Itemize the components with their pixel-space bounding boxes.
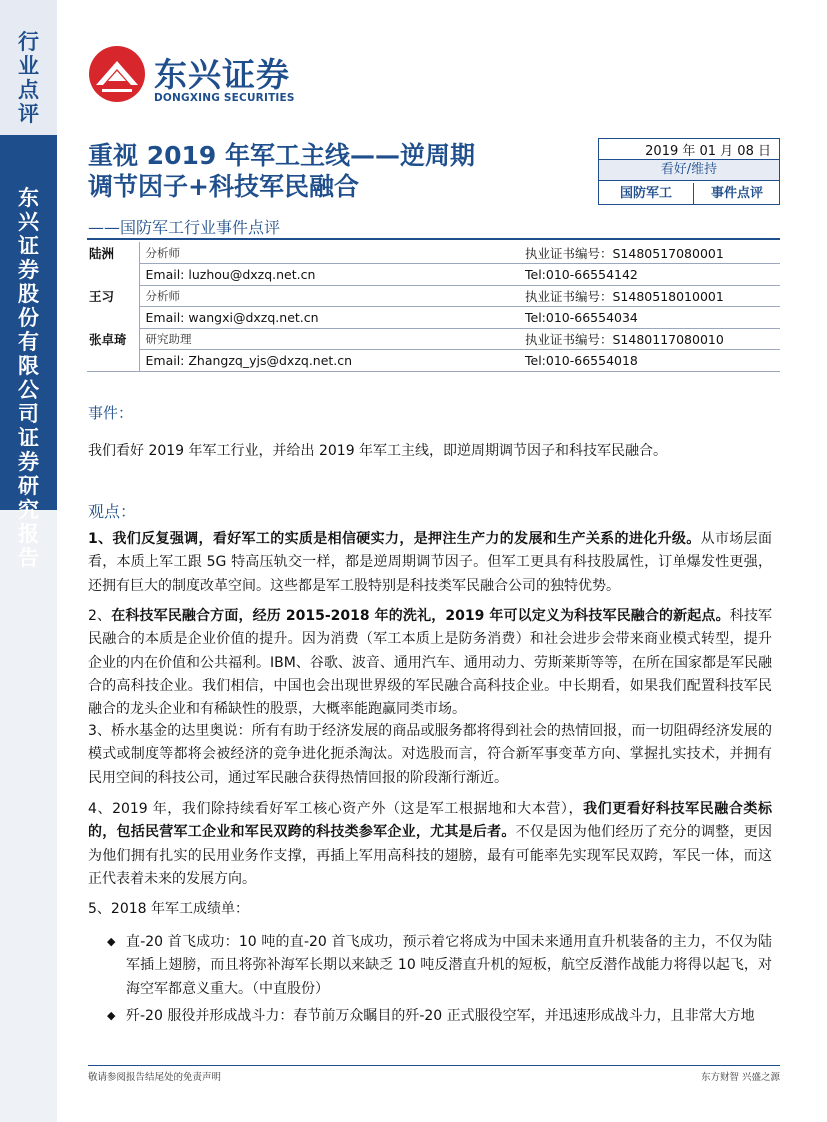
analyst-cert: 执业证书编号：S1480518010001 xyxy=(519,285,780,307)
company-char: 东 xyxy=(18,186,39,210)
analyst-row xyxy=(87,242,780,264)
analyst-contact-row xyxy=(87,264,780,286)
company-char: 报 xyxy=(18,522,39,546)
views-heading: 观点： xyxy=(88,502,137,521)
report-type-vertical-label xyxy=(0,30,57,126)
event-heading: 事件： xyxy=(88,404,134,422)
event-text: 我们看好 2019 年军工行业，并给出 2019 年军工主线，即逆周期调节因子和科技军民融合。 xyxy=(88,443,668,459)
view-2-text: 科技军民融合的本质是企业价值的提升。因为消费（军工本质上是防务消费）和社会进步会带来商业模式转型，提升企业的内在价值和公共福利。IBM、谷歌、波音、通用汽车、通用动力、劳斯莱斯等等，在所在国家都是军民融合的高科技企业。我们相信，中国也会出现世界级的军民融合高科技企业。中长期看，如果我们配置科技军民融合的龙头企业和有稀缺性的股票，大概率能跑赢同类市场。 xyxy=(88,608,772,718)
company-char: 券 xyxy=(18,258,39,282)
report-type-char: 点 xyxy=(18,78,39,102)
view-1-text: 从市场层面看，本质上军工跟 5G 特高压轨交一样，都是逆周期调节因子。但军工更具有科技股属性，订单爆发性更强，还拥有巨大的制度改革空间。这些都是军工股特别是科技类军民融合公司的独特优势。 xyxy=(88,531,772,594)
analyst-email[interactable]: Email: luzhou@dxzq.net.cn xyxy=(139,264,519,286)
report-date: 2019 年 01 月 08 日 xyxy=(645,144,771,159)
view-1-emphasis: 1、我们反复强调，看好军工的实质是相信硬实力，是押注生产力的发展和生产关系的进化升级。 xyxy=(88,531,701,547)
achievement-item: 歼-20 服役并形成战斗力：春节前万众瞩目的歼-20 正式服役空军，并迅速形成战斗力，且非常大方地 xyxy=(126,1008,755,1024)
company-char: 限 xyxy=(18,354,39,378)
analyst-row xyxy=(87,328,780,350)
analyst-row xyxy=(87,285,780,307)
report-type-char: 评 xyxy=(18,102,39,126)
view-paragraph-1 xyxy=(88,528,772,598)
analyst-tel: Tel:010-66554142 xyxy=(519,264,780,286)
analyst-table xyxy=(87,242,780,372)
report-title xyxy=(88,140,475,202)
company-char: 司 xyxy=(18,402,39,426)
view-paragraph-2 xyxy=(88,605,772,721)
company-char: 证 xyxy=(18,426,39,450)
analyst-cert: 执业证书编号：S1480517080001 xyxy=(519,242,780,264)
company-char: 公 xyxy=(18,378,39,402)
view-paragraph-3: 3、桥水基金的达里奥说：所有有助于经济发展的商品或服务都将得到社会的热情回报，而一切阻碍经济发展的模式或制度等都将会被经济的竞争进化扼杀淘汰。对选股而言，符合新军事变革方向、掌握扎实技术，并拥有民用空间的科技公司，通过军民融合获得热情回报的阶段渐行渐近。 xyxy=(88,723,772,786)
analyst-name: 王习 xyxy=(89,288,115,304)
industry-tag: 国防军工 xyxy=(599,183,694,205)
analyst-name: 陆洲 xyxy=(89,245,115,261)
report-type-char: 行 xyxy=(18,30,39,54)
logo-english-name: DONGXING SECURITIES xyxy=(154,92,295,104)
report-type-char: 业 xyxy=(18,54,39,78)
report-info-box xyxy=(598,138,780,205)
view-2-emphasis: 在科技军民融合方面，经历 2015-2018 年的洗礼，2019 年可以定义为科技军民融合的新起点。 xyxy=(111,608,730,624)
bullet-icon: ◆ xyxy=(107,935,116,948)
view-4-text-start: 4、2019 年，我们除持续看好军工核心资产外（这是军工根据地和大本营）， xyxy=(88,801,584,817)
title-divider xyxy=(87,238,780,240)
company-char: 券 xyxy=(18,450,39,474)
report-type-tag: 事件点评 xyxy=(710,186,763,201)
analyst-contact-row xyxy=(87,307,780,329)
company-char: 证 xyxy=(18,234,39,258)
rating-badge: 看好/维持 xyxy=(599,159,779,181)
bullet-icon: ◆ xyxy=(107,1009,116,1022)
footer-slogan: 东方财智 兴盛之源 xyxy=(700,1072,780,1083)
analyst-role: 分析师 xyxy=(139,285,519,307)
analyst-email[interactable]: Email: Zhangzq_yjs@dxzq.net.cn xyxy=(139,350,519,372)
analyst-tel: Tel:010-66554034 xyxy=(519,307,780,329)
report-subtitle: ——国防军工行业事件点评 xyxy=(88,218,281,237)
achievement-item: 直-20 首飞成功：10 吨的直-20 首飞成功，预示着它将成为中国未来通用直升机装备的主力，不仅为陆军插上翅膀，而且将弥补海军长期以来缺乏 10 吨反潜直升机的短板，航空反潜作战能力将得以起飞，对海空军都意义重大。（中直股份） xyxy=(126,934,772,997)
analyst-role: 分析师 xyxy=(139,242,519,264)
report-title-line1: 重视 2019 年军工主线——逆周期 xyxy=(88,141,475,170)
company-char: 告 xyxy=(18,546,39,570)
disclaimer-note: 敬请参阅报告结尾处的免责声明 xyxy=(88,1072,222,1083)
analyst-contact-row xyxy=(87,350,780,372)
report-title-line2: 调节因子+科技军民融合 xyxy=(88,172,359,201)
company-char: 兴 xyxy=(18,210,39,234)
company-char: 份 xyxy=(18,306,39,330)
view-4-emphasis: 我们更看好科技军民融合类标的，包括民营军工企业和军民双跨的科技类参军企业，尤其是后者。 xyxy=(88,801,772,841)
view-4-text: 不仅是因为他们经历了充分的调整，更因为他们拥有扎实的民用业务作支撑，再插上军用高科技的翅膀，最有可能率先实现军民双跨，军民一体，而这正代表着未来的发展方向。 xyxy=(88,824,773,887)
analyst-email[interactable]: Email: wangxi@dxzq.net.cn xyxy=(139,307,519,329)
analyst-role: 研究助理 xyxy=(139,328,519,350)
company-char: 有 xyxy=(18,330,39,354)
logo-chinese-name: 东兴证券 xyxy=(154,55,290,94)
company-vertical-label xyxy=(0,186,57,570)
view-2-number: 2、 xyxy=(88,608,112,624)
company-char: 研 xyxy=(18,474,39,498)
dongxing-logo-icon xyxy=(88,45,146,103)
company-char: 究 xyxy=(18,498,39,522)
company-char: 股 xyxy=(18,282,39,306)
footer-divider xyxy=(88,1065,780,1066)
analyst-cert: 执业证书编号：S1480117080010 xyxy=(519,328,780,350)
view-paragraph-5: 5、2018 年军工成绩单： xyxy=(88,901,249,917)
analyst-tel: Tel:010-66554018 xyxy=(519,350,780,372)
analyst-name: 张卓琦 xyxy=(89,331,127,347)
view-paragraph-4 xyxy=(88,798,772,891)
